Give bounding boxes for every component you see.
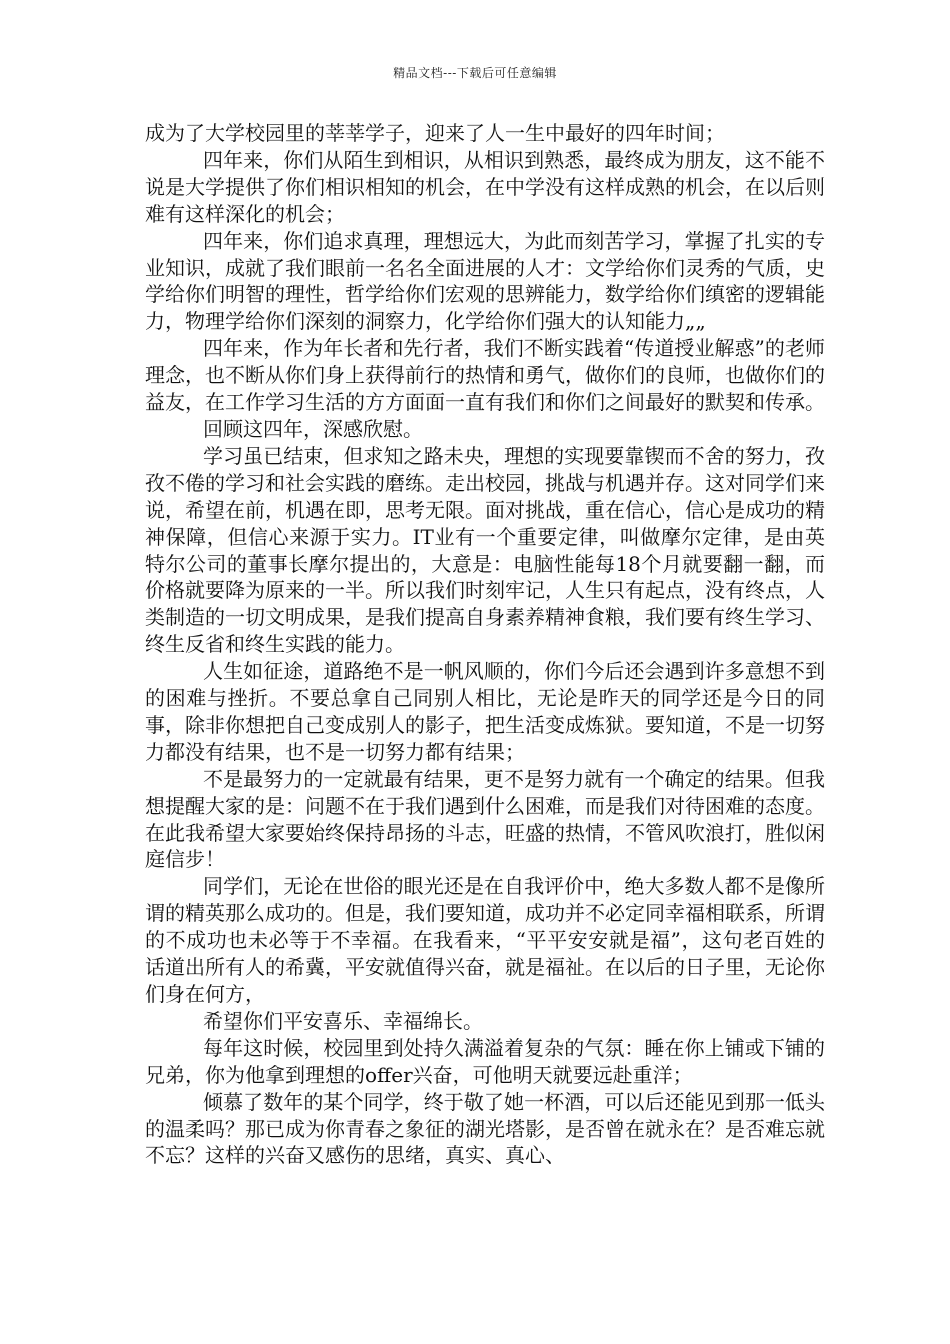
paragraph: 人生如征途，道路绝不是一帆风顺的，你们今后还会遇到许多意想不到的困难与挫折。不要总拿自己同别人相比，无论是昨天的同学还是今日的同事，除非你想把自己变成别人的影子，把生活变成炼狱。要知道，不是一切努力都没有结果，也不是一切努力都有结果； <box>145 659 825 764</box>
paragraph: 学习虽已结束，但求知之路未央，理想的实现要靠锲而不舍的努力，孜孜不倦的学习和社会实践的磨练。走出校园，挑战与机遇并存。这对同学们来说，希望在前，机遇在即，思考无限。面对挑战，重在信心，信心是成功的精神保障，但信心来源于实力。IT业有一个重要定律，叫做摩尔定律，是由英特尔公司的董事长摩尔提出的，大意是：电脑性能每18个月就要翻一翻，而价格就要降为原来的一半。所以我们时刻牢记，人生只有起点，没有终点，人类制造的一切文明成果，是我们提高自身素养精神食粮，我们要有终生学习、终生反省和终生实践的能力。 <box>145 443 825 657</box>
paragraph: 同学们，无论在世俗的眼光还是在自我评价中，绝大多数人都不是像所谓的精英那么成功的。但是，我们要知道，成功并不必定同幸福相联系，所谓的不成功也未必等于不幸福。在我看来，“平平安安就是福”，这句老百姓的话道出所有人的希冀，平安就值得兴奋，就是福祉。在以后的日子里，无论你们身在何方， <box>145 874 825 1006</box>
paragraph: 不是最努力的一定就最有结果，更不是努力就有一个确定的结果。但我想提醒大家的是：问题不在于我们遇到什么困难，而是我们对待困难的态度。在此我希望大家要始终保持昂扬的斗志，旺盛的热情，不管风吹浪打，胜似闲庭信步！ <box>145 766 825 872</box>
paragraph: 希望你们平安喜乐、幸福绵长。 <box>203 1008 483 1033</box>
paragraph: 四年来，你们从陌生到相识，从相识到熟悉，最终成为朋友，这不能不说是大学提供了你们相识相知的机会，在中学没有这样成熟的机会，在以后则难有这样深化的机会； <box>145 147 825 226</box>
document-body <box>145 120 825 1169</box>
paragraph: 四年来，作为年长者和先行者，我们不断实践着“传道授业解惑”的老师理念，也不断从你们身上获得前行的热情和勇气，做你们的良师，也做你们的益友，在工作学习生活的方方面面一直有我们和你们之间最好的默契和传承。 <box>145 336 825 415</box>
paragraph: 回顾这四年，深感欣慰。 <box>203 416 423 441</box>
paragraph: 成为了大学校园里的莘莘学子，迎来了人一生中最好的四年时间； <box>145 121 725 145</box>
paragraph: 四年来，你们追求真理，理想远大，为此而刻苦学习，掌握了扎实的专业知识，成就了我们眼前一名名全面进展的人才：文学给你们灵秀的气质，史学给你们明智的理性，哲学给你们宏观的思辨能力，数学给你们缜密的逻辑能力，物理学给你们深刻的洞察力，化学给你们强大的认知能力„„ <box>145 228 825 334</box>
paragraph: 每年这时候，校园里到处持久满溢着复杂的气氛：睡在你上铺或下铺的兄弟，你为他拿到理想的offer兴奋，可他明天就要远赴重洋； <box>145 1035 825 1087</box>
page-header: 精品文档---下载后可任意编辑 <box>393 66 557 80</box>
paragraph: 倾慕了数年的某个同学，终于敬了她一杯酒，可以后还能见到那一低头的温柔吗？那已成为你青春之象征的湖光塔影，是否曾在就永在？是否难忘就不忘？这样的兴奋又感伤的思绪，真实、真心、 <box>145 1089 825 1168</box>
